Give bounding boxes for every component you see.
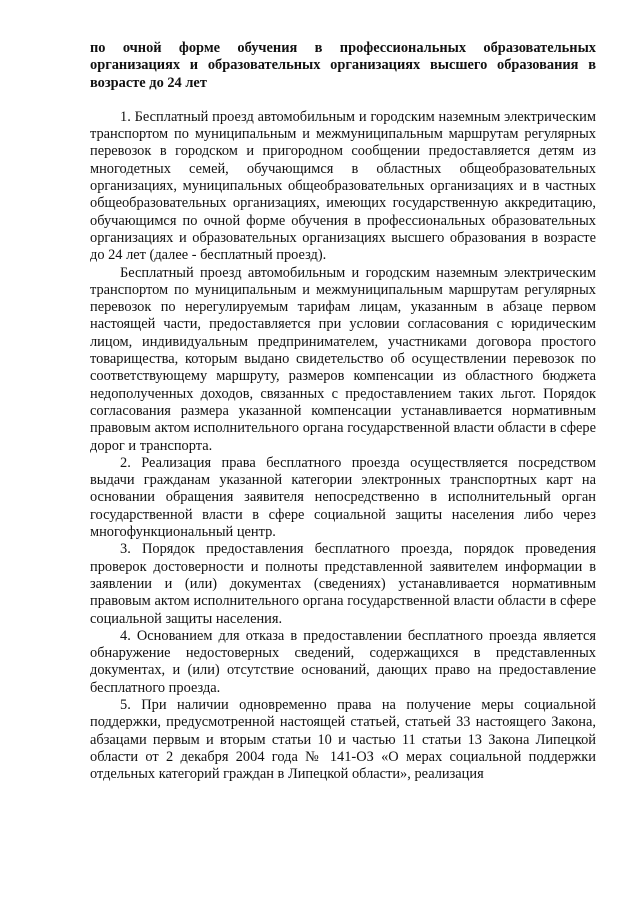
paragraph-6: 5. При наличии одновременно права на получение меры социальной поддержки, предусмотренной настоящей статьей, статьей 33 настоящего Закона, абзацами первым и вторым статьи 10 и частью 11 статьи 13 Закона Липецкой области от 2 декабря 2004 года № 141-ОЗ «О мерах социальной поддержки отдельных категорий граждан в Липецкой области», реализация	[90, 696, 596, 783]
paragraph-4: 3. Порядок предоставления бесплатного проезда, порядок проведения проверок достоверности и полноты представленной заявителем информации в заявлении и (или) документах (сведениях) устанавливается нормативным правовым актом исполнительного органа государственной власти области в сфере социальной защиты населения.	[90, 541, 596, 627]
paragraph-2: Бесплатный проезд автомобильным и городским наземным электрическим транспортом по муниципальным и межмуниципальным маршрутам регулярных перевозок по нерегулируемым тарифам лицам, указанным в абзаце первом настоящей части, предоставляется при условии согласования с юридическим лицом, индивидуальным предпринимателем, участниками договора простого товарищества, которым выдано свидетельство об осуществлении перевозок по соответствующему маршруту, размеров компенсации из областного бюджета недополученных доходов, связанных с предоставлением таких льгот. Порядок согласования размера указанной компенсации устанавливается нормативным правовым актом исполнительного органа государственной власти области в сфере дорог и транспорта.	[90, 264, 596, 454]
paragraph-1: 1. Бесплатный проезд автомобильным и городским наземным электрическим транспортом по муниципальным и межмуниципальным маршрутам регулярных перевозок в городском и пригородном сообщении предоставляется детям из многодетных семей, обучающимся в областных общеобразовательных организациях, муниципальных общеобразовательных организациях и в частных общеобразовательных организациях, имеющих государственную аккредитацию, обучающимся по очной форме обучения в профессиональных образовательных организациях и образовательных организациях высшего образования в возрасте до 24 лет (далее - бесплатный проезд).	[90, 108, 596, 264]
paragraph-5: 4. Основанием для отказа в предоставлении бесплатного проезда является обнаружение недостоверных сведений, содержащихся в представленных документах, и (или) отсутствие оснований, дающих право на предоставление бесплатного проезда.	[90, 627, 596, 696]
document-page	[90, 40, 596, 783]
paragraph-3: 2. Реализация права бесплатного проезда осуществляется посредством выдачи гражданам указанной категории электронных транспортных карт на основании обращения заявителя непосредственно в исполнительный орган государственной власти в сфере социальной защиты населения либо через многофункциональный центр.	[90, 454, 596, 541]
section-heading: по очной форме обучения в профессиональных образовательных организациях и образовательных организациях высшего образования в возрасте до 24 лет	[90, 40, 596, 91]
